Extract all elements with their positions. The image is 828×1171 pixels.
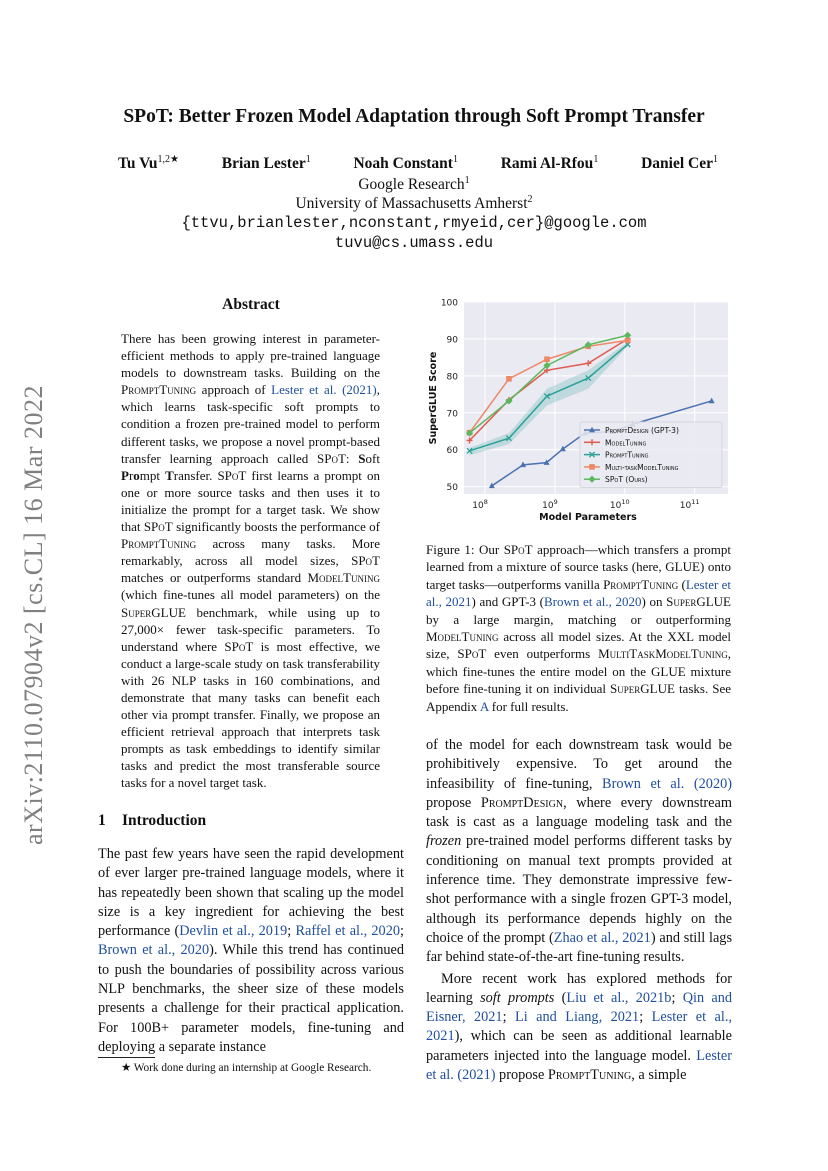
figure-1-chart [426,294,736,530]
x-tick-exponent: 9 [553,498,558,506]
appendix-link[interactable]: A [479,698,489,714]
arxiv-id: arXiv:2110.07904v2 [cs.CL] 16 Mar 2022 [19,385,49,845]
legend-entry: ModelTuning [605,438,647,448]
legend-entry: PromptTuning [605,450,649,460]
citation-link[interactable]: Devlin et al., 2019 [179,923,288,940]
citation-link[interactable]: Liu et al., 2021b [566,989,672,1006]
citation-link[interactable]: Qin and Eisner, 2021 [426,989,733,1026]
author: Noah Constant$^1$ [353,154,458,173]
citation-link[interactable]: Raffel et al., 2020 [295,923,401,940]
citation-link[interactable]: Brown et al., 2020 [544,594,642,610]
author: Brian Lester$^1$ [221,154,311,173]
section-heading-introduction: 1 Introduction [98,812,207,829]
y-tick-label: 50 [446,483,458,494]
paper-title: SPoT: Better Frozen Model Adaptation through Soft Prompt Transfer [123,106,705,127]
y-tick-label: 80 [446,372,458,383]
arxiv-sidebar [10,355,58,875]
footnote: ★ Work done during an internship at Google Research. [121,1062,372,1074]
citation-link[interactable]: Lester et al., 2021 [426,576,731,610]
legend-swatch-marker [589,464,595,470]
data-point-multi-taskmodeltuning [544,356,550,362]
citation-link[interactable]: Lester et al., 2021 [426,1009,733,1045]
affiliation-google: Google Research$^1$ [358,175,470,194]
citation-link[interactable]: Lester et al. (2021) [271,382,377,398]
legend-entry: PromptDesign (GPT-3) [605,426,679,435]
intro-left-column: The past few years have seen the rapid development of ever larger pre-trained language models, where it has repeatedly been shown that scaling up the model size is a key ingredient for achieving the best performance (Devlin et al., 2019; Raffel et al., 2020; Brown et al., 2020). While this trend has continued to push the boundaries of possibility across various NLP benchmarks, the sheer size of these models presents a challenge for their practical application. For 100B+ parameter models, fine-tuning and deploying a separate instance [98,846,404,1055]
legend-entry: SPoT (Ours) [605,475,648,485]
paragraph: More recent work has explored methods for learning soft prompts (Liu et al., 2021b; Qin and Eisner, 2021; Li and Liang, 2021; Lester et al., 2021), which can be seen as additional learnable parameters injected into the language model. Lester et al. (2021) propose PromptTuning, a simple [426,970,733,1084]
citation-link[interactable]: Li and Liang, 2021 [515,1009,640,1026]
x-tick-label: $10^{10}$ [609,498,630,511]
paragraph: of the model for each downstream task would be prohibitively expensive. To get around the infeasibility of fine-tuning, Brown et al. (2020) propose PromptDesign, where every downstream task is cast as a language modeling task and the frozen pre-trained model performs different tasks by conditioning on manual text prompts provided at inference time. They demonstrate impressive few-shot performance with a single frozen GPT-3 model, although its performance depends highly on the choice of the prompt (Zhao et al., 2021) and still lags far behind state-of-the-art fine-tuning results. [426,737,733,966]
y-tick-label: 60 [446,446,458,457]
author: Daniel Cer$^1$ [641,154,718,173]
author-list [118,154,718,173]
author: Rami Al-Rfou$^1$ [500,154,599,173]
citation-link[interactable]: Brown et al., 2020 [98,942,210,959]
author-email-umass: tuvu@cs.umass.edu [334,234,494,252]
legend-entry: Multi-taskModelTuning [605,462,679,472]
author-emails: {ttvu,brianlester,nconstant,rmyeid,cer}@google.com [181,214,647,232]
author: Tu $Vu^{1,2★}$ [118,154,179,173]
x-tick-label: $10^9$ [542,498,558,511]
x-tick-exponent: 8 [483,498,488,506]
x-tick-label: $10^{11}$ [679,498,700,511]
citation-link[interactable]: Lester et al. (2021) [426,1047,732,1084]
abstract-heading: Abstract [222,296,280,313]
citation-link[interactable]: Zhao et al., 2021 [553,929,651,946]
citation-link[interactable]: Brown et al. (2020) [602,775,732,792]
y-tick-label: 90 [446,335,458,346]
x-tick-exponent: 10 [621,498,630,506]
chart-legend [580,422,722,488]
x-tick-exponent: 11 [691,498,700,506]
data-point-multi-taskmodeltuning [506,376,512,382]
footnote-rule [98,1057,155,1058]
x-axis-label: Model Parameters [539,512,637,523]
intro-right-column [426,736,732,1085]
y-tick-label: 100 [440,298,458,309]
x-tick-label: $10^8$ [472,498,488,511]
figure-1-caption: Figure 1: Our SPoT approach—which transfers a prompt learned from a mixture of source tasks (here, GLUE) onto target tasks—outperforms vanilla PromptTuning (Lester et al., 2021) and GPT-3 (Brown et al., 2020) on SuperGLUE by a large margin, matching or outperforming ModelTuning across all model sizes. At the XXL model size, SPoT even outperforms MultiTaskModelTuning, which fine-tunes the entire model on the GLUE mixture before fine-tuning it on individual SuperGLUE tasks. See Appendix A for full results. [426,542,731,714]
y-tick-label: 70 [446,409,458,420]
affiliation-umass: University of Massachusetts Amherst$^2$ [295,194,533,213]
y-axis-label: SuperGLUE Score [428,351,439,445]
abstract-body: There has been growing interest in parameter-efficient methods to apply pre-trained language models to downstream tasks. Building on the PromptTuning approach of Lester et al. (2021), which learns task-specific soft prompts to condition a frozen pre-trained model to perform different tasks, we propose a novel prompt-based transfer learning approach called SPoT: Soft Prompt Transfer. SPoT first learns a prompt on one or more source tasks and then uses it to initialize the prompt for a target task. We show that SPoT significantly boosts the performance of PromptTuning across many tasks. More remarkably, across all model sizes, SPoT matches or outperforms standard ModelTuning (which fine-tunes all model parameters) on the SuperGLUE benchmark, while using up to 27,000× fewer task-specific parameters. To understand where SPoT is most effective, we conduct a large-scale study on task transferability with 26 NLP tasks in 160 combinations, and demonstrate that many tasks can benefit each other via prompt transfer. Finally, we propose an efficient retrieval approach that interprets task prompts as task embeddings to identify similar tasks and predict the most transferable source tasks for a novel target task. [121,331,380,791]
